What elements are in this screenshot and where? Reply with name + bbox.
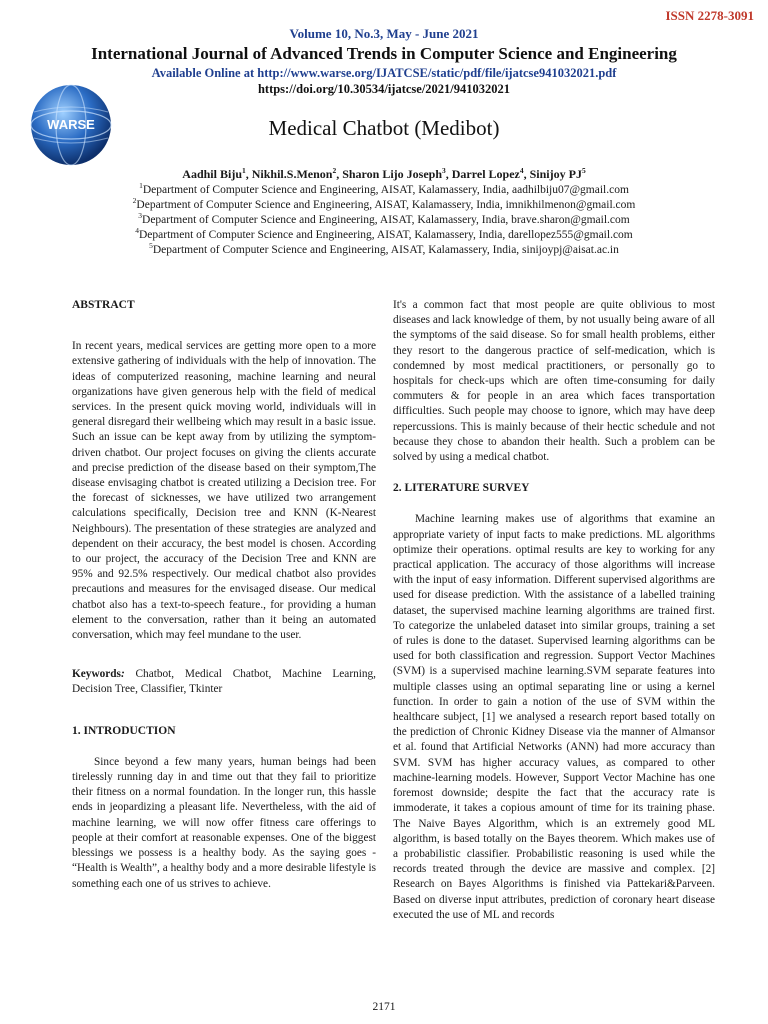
- author-sup: 3: [442, 166, 446, 175]
- author-name: Sinijoy PJ: [529, 167, 582, 181]
- left-column: [72, 298, 376, 892]
- doi-link[interactable]: https://doi.org/10.30534/ijatcse/2021/941032021: [257, 82, 511, 96]
- available-online-link[interactable]: Available Online at http://www.warse.org/IJATCSE/static/pdf/file/ijatcse941032021.pdf: [151, 66, 617, 80]
- literature-text: Machine learning makes use of algorithms that examine an appropriate variety of input facts to make predictions. ML algorithms optimize their operations. optimal results are key to working for any practical application. The accuracy of those algorithms will increase with the input of easy information. Different supervised algorithms are used for disease prediction. With the assistance of a labelled training dataset, the supervised machine learning algorithms are trained first. To categorize the unlabeled dataset into similar groups, training a set of rules is done to the dataset. Supervised learning algorithms can be used for both classification and regression. Support Vector Machines (SVM) is a supervised machine learning.SVM separate features into multiple classes using an optimal separating line or using a kernel function. In order to gain a notion of the use of SVM within the healthcare subject, [1] we analysed a research report based totally on the prediction of Chronic Kidney Disease via the manner of Almansor et al. found that Artificial Networks (ANN) had more accuracy than SVM. SVM has higher accuracy values, as compared to other machine-learning models. However, Support Vector Machine has one foremost downside; despite the fact that the accuracy rate is immoderate, it takes a copious amount of time for its training phase. The Naive Bayes Algorithm, which is an extremely good ML algorithm, is based totally on the Bayes theorem. Which makes use of a probabilistic classifier. Probabilistic reasoning is used while the records treated through the device are massive and complex. [2] Research on Bayes Algorithms is finished via Pattekari&Parveen. Based on diverse input attributes, prediction of coronary heart disease executed the use of ML and records: [393, 513, 715, 921]
- author-name: Sharon Lijo Joseph: [342, 167, 443, 181]
- affiliation: $^5$Department of Computer Science and Engineering, AISAT, Kalamassery, India, sinijoypj@aisat.ac.in: [149, 241, 619, 256]
- right-column: [393, 298, 715, 923]
- volume-line: Volume 10, No.3, May - June 2021: [289, 26, 479, 41]
- author-list: Aadhil Biju$^1$, Nikhil.S.Menon$^2$, Sharon Lijo Joseph$^3$, Darrel Lopez$^4$, Sinijoy $PJ^5$: [182, 166, 586, 181]
- page-number: 2171: [372, 1001, 396, 1013]
- author-sup: 2: [332, 166, 337, 175]
- abstract-text: In recent years, medical services are getting more open to a more extensive gathering of individuals with the help of innovation. The ideas of computerized reasoning, machine learning and neural organizations have given generous help with the field of medical services. In the present quick moving world, individuals will in general disregard their wellbeing which may result in a basic issue. Such an issue can be kept away from by utilizing the symptom-driven chatbot. Our project focuses on giving the clients accurate and precise prediction of the disease based on their symptom,The disease envisaging chatbot is created utilizing a Decision tree. For the forecast of sicknesses, we have utilized two arrangement calculations specifically, Decision tree and KNN (K-Nearest Neighbours). The presentation of these strategies are analyzed and dependent on their accuracy, the best model is chosen. According to our project, the accuracy of the Decision Tree and KNN are 95% and 92.5% respectively. Our medical chatbot also provides precautions and measures for the envisaged disease. Our medical chatbot also has a text-to-speech feature., for providing a human element to the conversation, rather than it being an automated conversation, which may feel mundane to the user.: [72, 340, 376, 642]
- affiliation: $^4$Department of Computer Science and Engineering, AISAT, Kalamassery, India, darellopez555@gmail.com: [135, 226, 633, 241]
- author-sup: 1: [242, 166, 246, 175]
- intro-continued-text: It's a common fact that most people are quite oblivious to most diseases and lack knowledge of them, by not usually being aware of all the symptoms of the said disease. So for small health problems, either they resort to the dangerous practice of self-medication, which is condemned by most medical practitioners, or personally go to hospitals for check-ups which are often time-consuming for daily commuters & for people in an area which faces transportation difficulties. Such people may choose to ignore, which may have deep repercussions. This is mainly because of their hectic schedule and not because they chose to abandon their health. Such a problem can be solved by using a medical chatbot.: [393, 299, 715, 464]
- affiliation: $^1$Department of Computer Science and Engineering, AISAT, Kalamassery, India, aadhilbiju07@gmail.com: [139, 181, 629, 196]
- author-sup: 5: [581, 166, 586, 175]
- abstract-heading: ABSTRACT: [72, 299, 135, 311]
- issn-label: ISSN 2278-3091: [665, 8, 754, 23]
- introduction-heading: 1. INTRODUCTION: [72, 724, 176, 737]
- journal-name: International Journal of Advanced Trends in Computer Science and Engineering: [91, 44, 677, 63]
- affiliation: $^3$Department of Computer Science and Engineering, AISAT, Kalamassery, India, brave.sharon@gmail.com: [138, 211, 630, 226]
- keywords: Keywords: Chatbot, Medical Chatbot, Machine Learning, Decision Tree, Classifier, Tkinter: [72, 668, 376, 696]
- paper-title: Medical Chatbot (Medibot): [268, 116, 500, 140]
- logo-text: WARSE: [47, 117, 95, 132]
- author-name: Darrel Lopez: [451, 167, 520, 181]
- introduction-text: Since beyond a few many years, human beings had been tirelessly running day in and time out that they fail to prioritize their fitness on a normal foundation. In the longer run, this hassle ends in jeopardizing a pleasant life. Nevertheless, with the aid of machine learning, we will now offer fitness care offerings to people at their comfort at reasonable expenses. One of the biggest blessings we possess is a healthy body. As the saying goes - “Health is Wealth”, a healthy body and a more desirable lifestyle is something each one of us strives to achieve.: [72, 755, 376, 890]
- literature-heading: 2. LITERATURE SURVEY: [393, 482, 530, 495]
- author-name: Aadhil Biju: [182, 167, 242, 181]
- author-sup: 4: [519, 166, 524, 175]
- affiliation: $^2$Department of Computer Science and Engineering, AISAT, Kalamassery, India, imnikhilmenon@gmail.com: [132, 196, 636, 211]
- author-name: Nikhil.S.Menon: [251, 167, 333, 181]
